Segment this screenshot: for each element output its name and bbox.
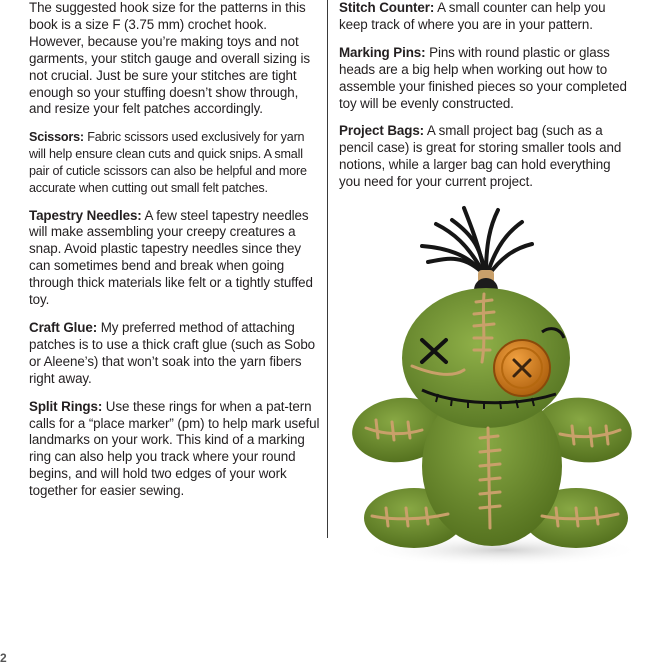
project-bags-text: A small project bag (such as a pencil case) is great for storing smaller tools and notions, while a larger bag can hold everything you need for your current project. xyxy=(339,123,622,190)
project-bags-paragraph xyxy=(339,123,631,191)
split-rings-paragraph xyxy=(29,399,320,500)
right-column xyxy=(339,0,631,191)
craft-glue-text: My preferred method of attaching patches is to use a thick craft glue (such as Sobo or Aleene’s) that won’t soak into the yarn fibers right away. xyxy=(29,319,316,386)
scissors-term: Scissors: xyxy=(29,130,84,145)
stitch-counter-paragraph xyxy=(339,0,631,34)
project-bags-term: Project Bags: xyxy=(339,123,425,139)
scissors-text: Fabric scissors used exclusively for yarn will help ensure clean cuts and quick snips. A small pair of cuticle scissors can also be helpful and more accurate when cutting out small felt patches. xyxy=(29,130,307,195)
voodoo-doll-figure xyxy=(352,198,640,568)
craft-glue-paragraph xyxy=(29,320,320,388)
marking-pins-term: Marking Pins: xyxy=(339,44,426,60)
craft-glue-term: Craft Glue: xyxy=(29,319,98,335)
page-number: 2 xyxy=(0,651,7,665)
stitch-counter-text: A small counter can help you keep track of where you are in your pattern. xyxy=(339,0,606,32)
tapestry-needles-term: Tapestry Needles: xyxy=(29,207,142,223)
tapestry-needles-text: A few steel tapestry needles will make assembling your creepy creatures a snap. Avoid plastic tapestry needles since they can sometimes bend and break when going through thick materials like felt or a tightly stuffed toy. xyxy=(29,207,313,308)
left-column xyxy=(29,0,320,500)
stitch-counter-term: Stitch Counter: xyxy=(339,0,435,15)
column-divider xyxy=(327,0,328,538)
marking-pins-paragraph xyxy=(339,45,631,113)
marking-pins-text: Pins with round plastic or glass heads are a big help when working out how to assemble your finished pieces so your completed toy will be evenly constructed. xyxy=(339,44,627,111)
tapestry-needles-paragraph xyxy=(29,208,320,309)
intro-paragraph: The suggested hook size for the patterns in this book is a size F (3.75 mm) crochet hook. However, because you’re making toys and not garments, your stitch gauge and overall sizing is not crucial. Just be sure your stitches are tight enough so your stuffing doesn’t show through, and resize your felt patches accordingly. xyxy=(29,0,310,117)
scissors-paragraph xyxy=(29,129,320,196)
split-rings-text: Use these rings for when a pat-tern calls for a “place marker” (pm) to help mark useful landmarks on your work. This kind of a marking ring can also help you track where your round begins, and will hold two edges of your work together for easier sewing. xyxy=(29,398,320,499)
voodoo-doll-icon xyxy=(352,198,640,568)
split-rings-term: Split Rings: xyxy=(29,398,103,414)
